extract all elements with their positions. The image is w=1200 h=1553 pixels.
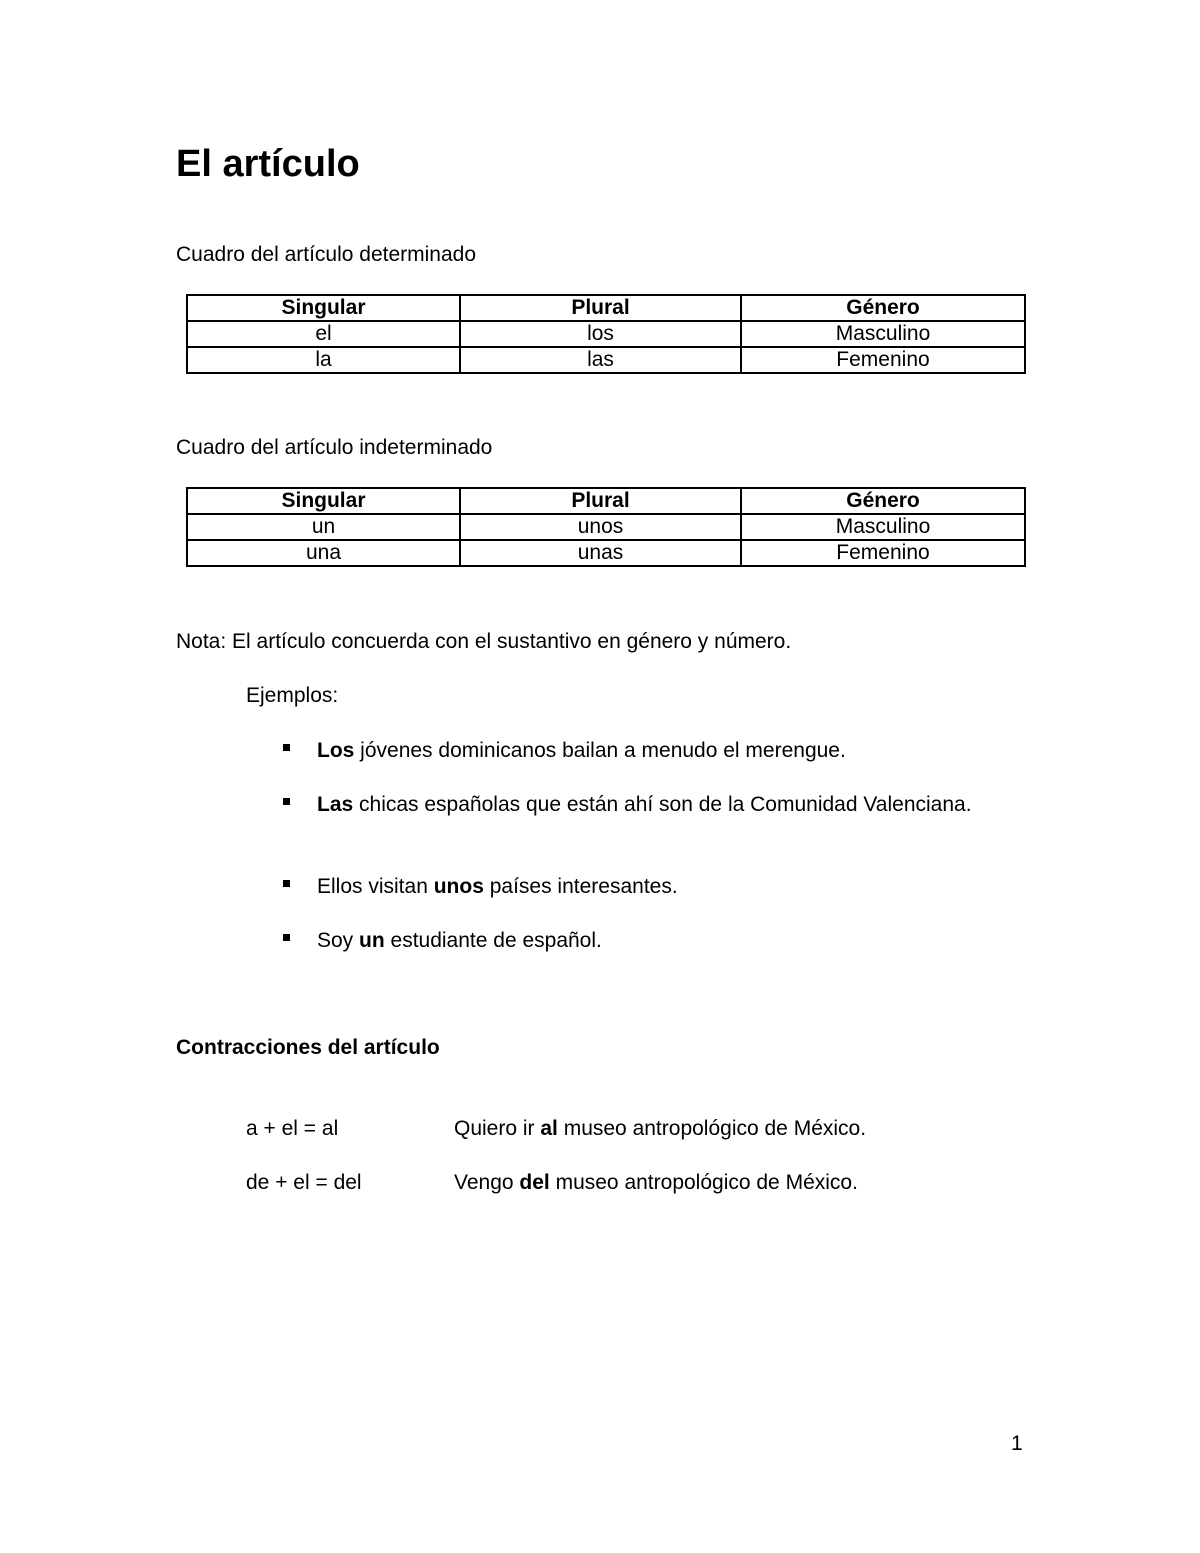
contraction-formula: a + el = al xyxy=(246,1117,339,1140)
cell-plural: unas xyxy=(460,540,741,566)
header-singular: Singular xyxy=(187,295,460,321)
example-article: Los xyxy=(317,739,355,762)
bullet-icon xyxy=(283,934,290,941)
table-row xyxy=(187,321,1025,347)
bullet-icon xyxy=(283,744,290,751)
page-number: 1 xyxy=(1011,1432,1023,1455)
cell-singular: un xyxy=(187,514,460,540)
example-text: chicas españolas que están ahí son de la Comunidad Valenciana. xyxy=(353,793,972,816)
list-item xyxy=(317,791,1023,818)
table-indeterminado-caption: Cuadro del artículo indeterminado xyxy=(176,436,493,459)
header-genero: Género xyxy=(741,295,1025,321)
table-row xyxy=(187,347,1025,373)
cell-singular: una xyxy=(187,540,460,566)
example-article: Las xyxy=(317,793,354,816)
example-text: Soy xyxy=(317,929,360,952)
table-determinado xyxy=(186,294,1026,374)
page-title: El artículo xyxy=(176,143,360,185)
cell-genero: Femenino xyxy=(741,347,1025,373)
header-plural: Plural xyxy=(460,295,741,321)
header-singular: Singular xyxy=(187,488,460,514)
cell-singular: la xyxy=(187,347,460,373)
bullet-icon xyxy=(283,880,290,887)
table-header-row xyxy=(187,488,1025,514)
note-text: Nota: El artículo concuerda con el sustantivo en género y número. xyxy=(176,630,792,653)
table-row xyxy=(187,540,1025,566)
contraction-example xyxy=(454,1170,858,1196)
bullet-icon xyxy=(283,798,290,805)
cell-plural: unos xyxy=(460,514,741,540)
example-article: del xyxy=(519,1171,550,1194)
example-article: al xyxy=(540,1117,558,1140)
cell-plural: los xyxy=(460,321,741,347)
cell-singular: el xyxy=(187,321,460,347)
list-item xyxy=(317,927,1023,954)
table-row xyxy=(187,514,1025,540)
cell-plural: las xyxy=(460,347,741,373)
table-header-row xyxy=(187,295,1025,321)
example-text: países interesantes. xyxy=(483,875,678,898)
table-indeterminado xyxy=(186,487,1026,567)
contractions-heading: Contracciones del artículo xyxy=(176,1036,440,1059)
cell-genero: Femenino xyxy=(741,540,1025,566)
header-plural: Plural xyxy=(460,488,741,514)
example-text: Vengo xyxy=(454,1171,520,1194)
header-genero: Género xyxy=(741,488,1025,514)
example-text: museo antropológico de México. xyxy=(549,1171,858,1194)
example-text: museo antropológico de México. xyxy=(557,1117,867,1140)
contraction-formula: de + el = del xyxy=(246,1171,362,1194)
cell-genero: Masculino xyxy=(741,321,1025,347)
cell-genero: Masculino xyxy=(741,514,1025,540)
example-article: un xyxy=(359,929,385,952)
list-item xyxy=(317,737,1023,764)
example-text: estudiante de español. xyxy=(384,929,602,952)
example-text: jóvenes dominicanos bailan a menudo el merengue. xyxy=(354,739,846,762)
contraction-example xyxy=(454,1116,866,1142)
example-article: unos xyxy=(433,875,484,898)
example-text: Ellos visitan xyxy=(317,875,434,898)
list-item xyxy=(317,873,1023,900)
table-determinado-caption: Cuadro del artículo determinado xyxy=(176,243,477,266)
example-text: Quiero ir xyxy=(454,1117,541,1140)
examples-label: Ejemplos: xyxy=(246,684,339,707)
